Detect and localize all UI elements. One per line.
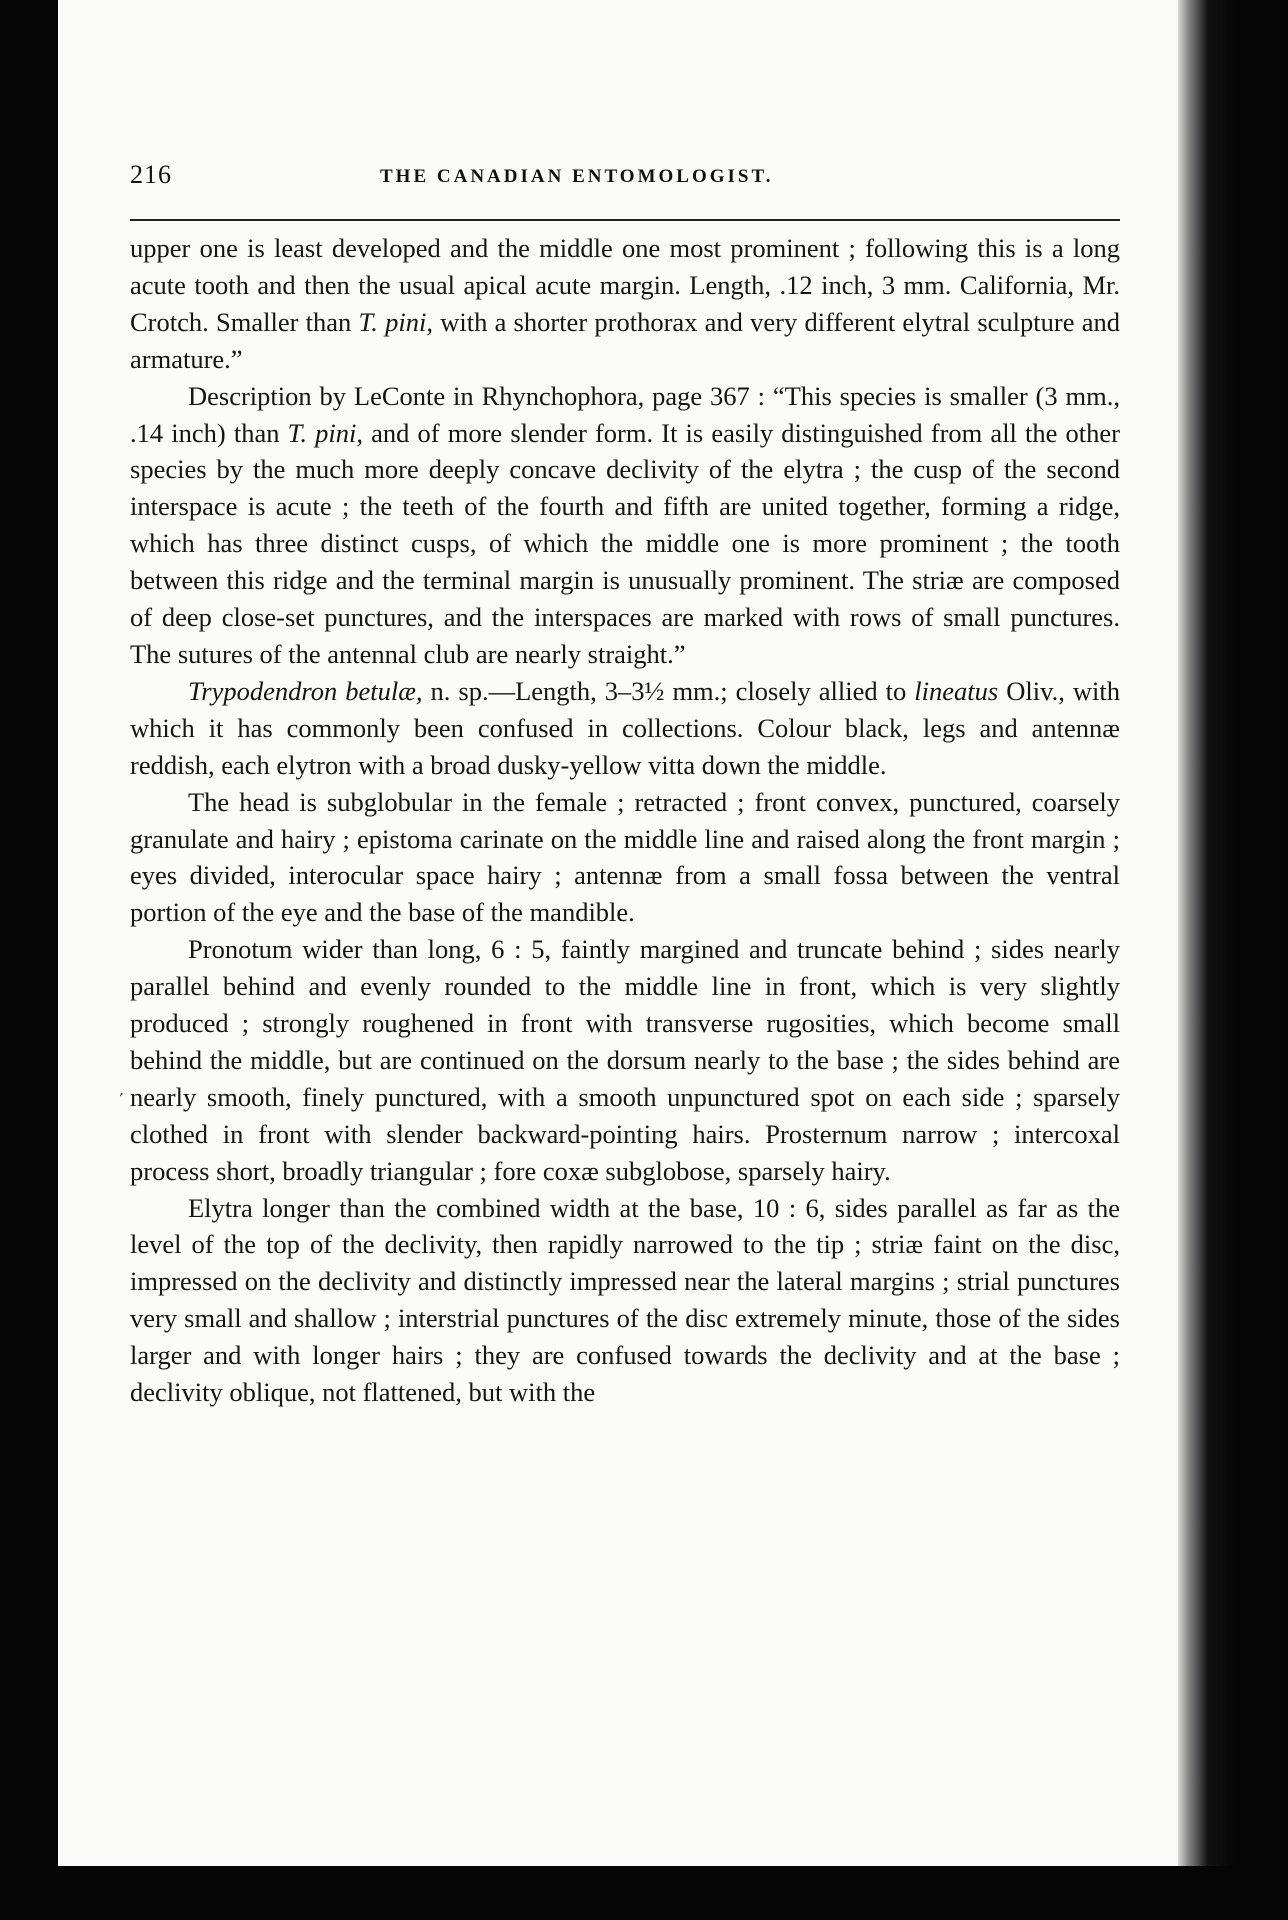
paragraph-p5 [130,931,1120,1189]
text-run: n. sp.—Length, 3–3½ mm.; closely allied to [422,675,915,706]
text-run: Elytra longer than the combined width at the base, 10 : 6, sides parallel as far as the level of the top of the declivity, then rapidly narrowed to the tip ; striæ faint on the disc, impressed on the declivity and distinctly impressed near the lateral margins ; strial punctures very small and shallow ; interstrial punctures of the disc extremely minute, those of the sides larger and with longer hairs ; they are confused towards the declivity and at the base ; declivity oblique, not flattened, but with the [130,1192,1120,1408]
paragraph-p6 [130,1190,1120,1411]
italic-text: T. pini, [287,417,363,448]
text-run: with a shorter prothorax and very different elytral sculpture and armature.” [130,306,1120,374]
page-header [130,150,1120,208]
italic-text: T. pini, [358,306,433,337]
header-rule [130,219,1120,221]
book-spine-shadow [1178,0,1236,1866]
text-run: Oliv., with which it has commonly been confused in collections. Colour black, legs and antennæ reddish, each elytron with a broad dusky-yellow vitta down the middle. [130,675,1120,780]
text-run: The head is subglobular in the female ; retracted ; front convex, punctured, coarsely granulate and hairy ; epistoma carinate on the middle line and raised along the front margin ; eyes divided, interocular space hairy ; antennæ from a small fossa between the ventral portion of the eye and the base of the mandible. [130,786,1120,928]
paragraph-p4 [130,784,1120,932]
italic-text: lineatus [914,675,999,706]
text-run: and of more slender form. It is easily distinguished from all the other species by the much more deeply concave declivity of the elytra ; the cusp of the second interspace is acute ; the teeth of the fourth and fifth are united together, forming a ridge, which has three distinct cusps, of which the middle one is more prominent ; the tooth between this ridge and the terminal margin is unusually prominent. The striæ are composed of deep close-set punctures, and the interspaces are marked with rows of small punctures. The sutures of the antennal club are nearly straight.” [130,417,1121,669]
paragraph-p3 [130,673,1120,784]
paragraph-p1 [130,230,1120,378]
body-text [130,230,1120,1411]
text-run: Pronotum wider than long, 6 : 5, faintly margined and truncate behind ; sides nearly parallel behind and evenly rounded to the middle line in front, which is very slightly produced ; strongly roughened in front with transverse rugosities, which become small behind the middle, but are continued on the dorsum nearly to the base ; the sides behind are nearly smooth, finely punctured, with a smooth unpunctured spot on each side ; sparsely clothed in front with slender backward-pointing hairs. Prosternum narrow ; intercoxal process short, broadly triangular ; fore coxæ subglobose, sparsely hairy. [130,934,1120,1186]
text-run: Description by LeConte in Rhynchophora, page 367 : “This species is smaller (3 mm., .14 inch) than [130,380,1120,448]
paragraph-p2 [130,378,1120,673]
page-number: 216 [130,160,172,189]
running-title: THE CANADIAN ENTOMOLOGIST. [380,166,774,187]
italic-text: Trypodendron betulæ, [188,675,423,706]
text-run: upper one is least developed and the middle one most prominent ; following this is a long acute tooth and then the usual apical acute margin. Length, .12 inch, 3 mm. California, Mr. Crotch. Smaller than [130,233,1120,337]
margin-mark: ′ [115,1089,125,1108]
